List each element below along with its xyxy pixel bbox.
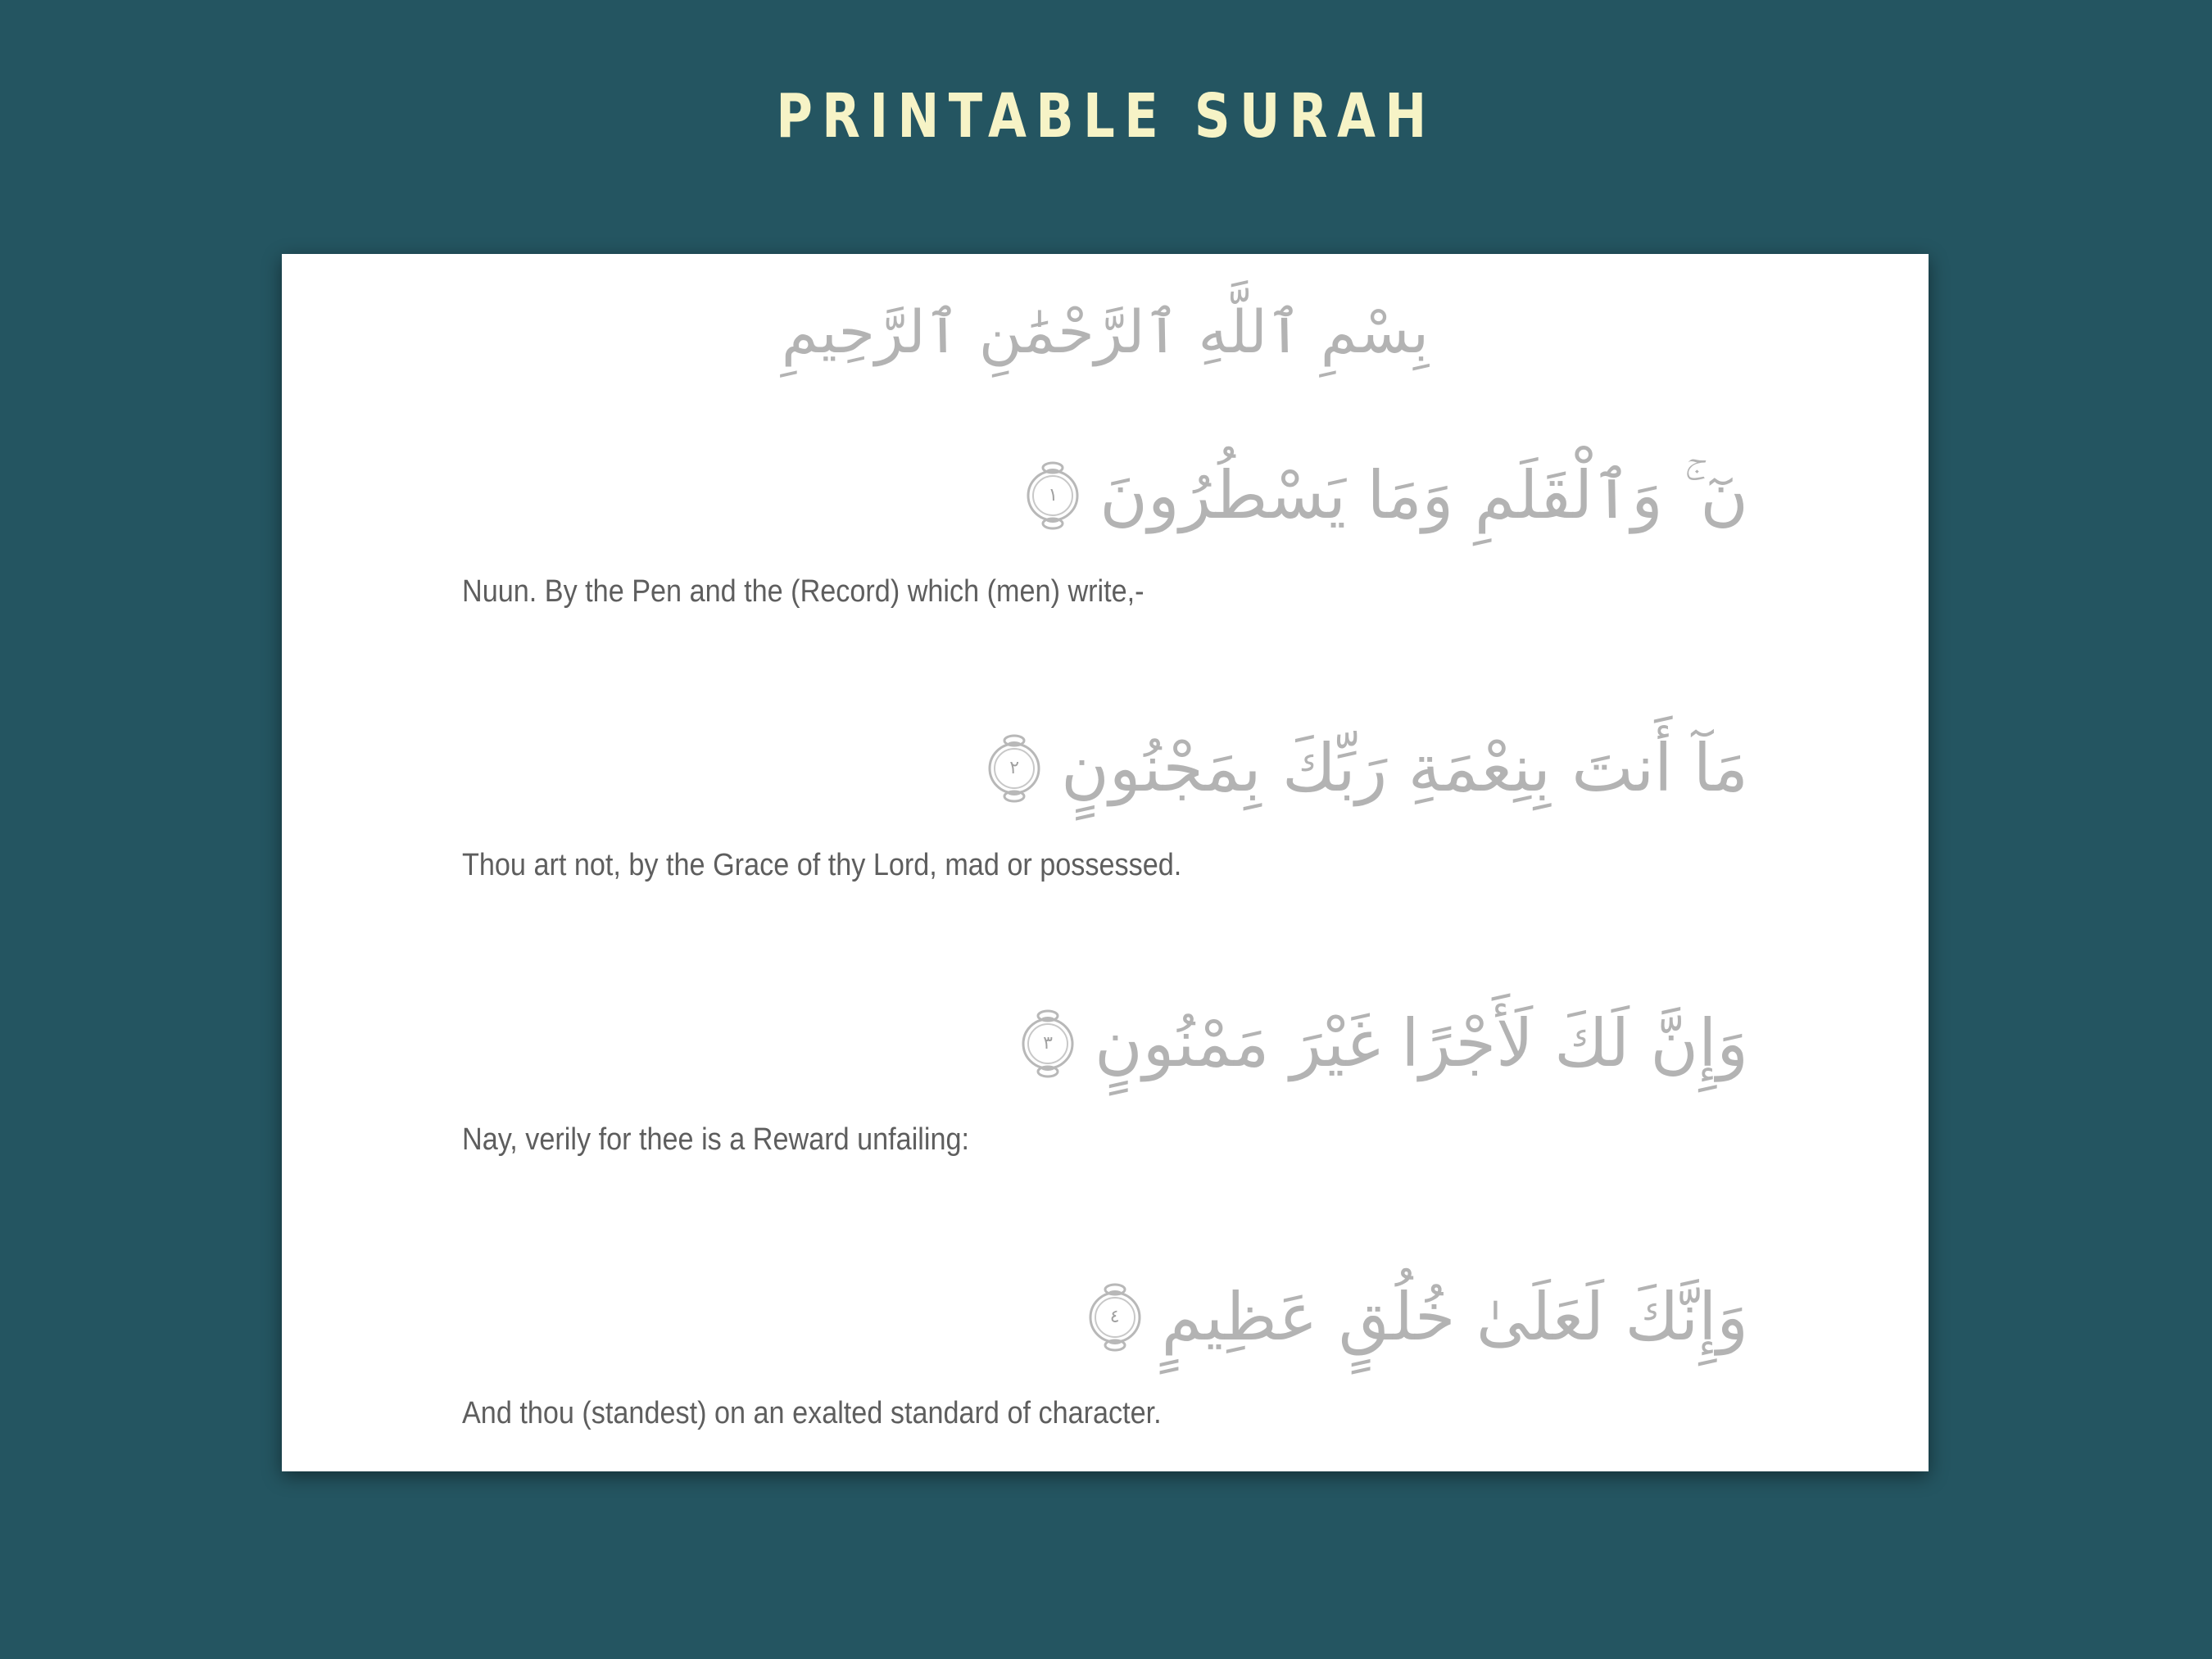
verse-number: ٤ — [1109, 1307, 1120, 1327]
verse-marker-icon — [1013, 1009, 1083, 1079]
page-title: PRINTABLE SURAH — [776, 81, 1436, 152]
verse-1 — [462, 434, 1748, 557]
verse-number: ٣ — [1043, 1033, 1053, 1054]
verse-marker-icon — [979, 733, 1049, 804]
verse-number: ٢ — [1009, 758, 1020, 778]
surah-page — [282, 254, 1929, 1471]
verse-arabic-text: نٓ ۚ وَٱلْقَلَمِ وَمَا يَسْطُرُونَ — [1099, 457, 1748, 533]
verse-translation: And thou (standest) on an exalted standard of character. — [462, 1396, 1162, 1430]
verse-marker-icon — [1080, 1282, 1150, 1353]
verse-arabic-text: وَإِنَّ لَكَ لَأَجْرًا غَيْرَ مَمْنُونٍ — [1094, 1005, 1748, 1081]
verse-arabic-text: وَإِنَّكَ لَعَلَىٰ خُلُقٍ عَظِيمٍ — [1161, 1279, 1748, 1355]
verse-2 — [462, 707, 1748, 830]
verse-number: ١ — [1048, 485, 1058, 505]
verse-translation: Nuun. By the Pen and the (Record) which (men) write,- — [462, 574, 1145, 609]
verse-translation: Thou art not, by the Grace of thy Lord, mad or possessed. — [462, 848, 1182, 882]
verse-translation: Nay, verily for thee is a Reward unfailing: — [462, 1122, 970, 1157]
verse-arabic-text: مَآ أَنتَ بِنِعْمَةِ رَبِّكَ بِمَجْنُونٍ — [1061, 730, 1748, 806]
basmala: بِسْمِ ٱللَّهِ ٱلرَّحْمَٰنِ ٱلرَّحِيمِ — [781, 297, 1430, 366]
verse-4 — [462, 1256, 1748, 1379]
verse-marker-icon — [1018, 460, 1088, 531]
verse-3 — [462, 982, 1748, 1105]
